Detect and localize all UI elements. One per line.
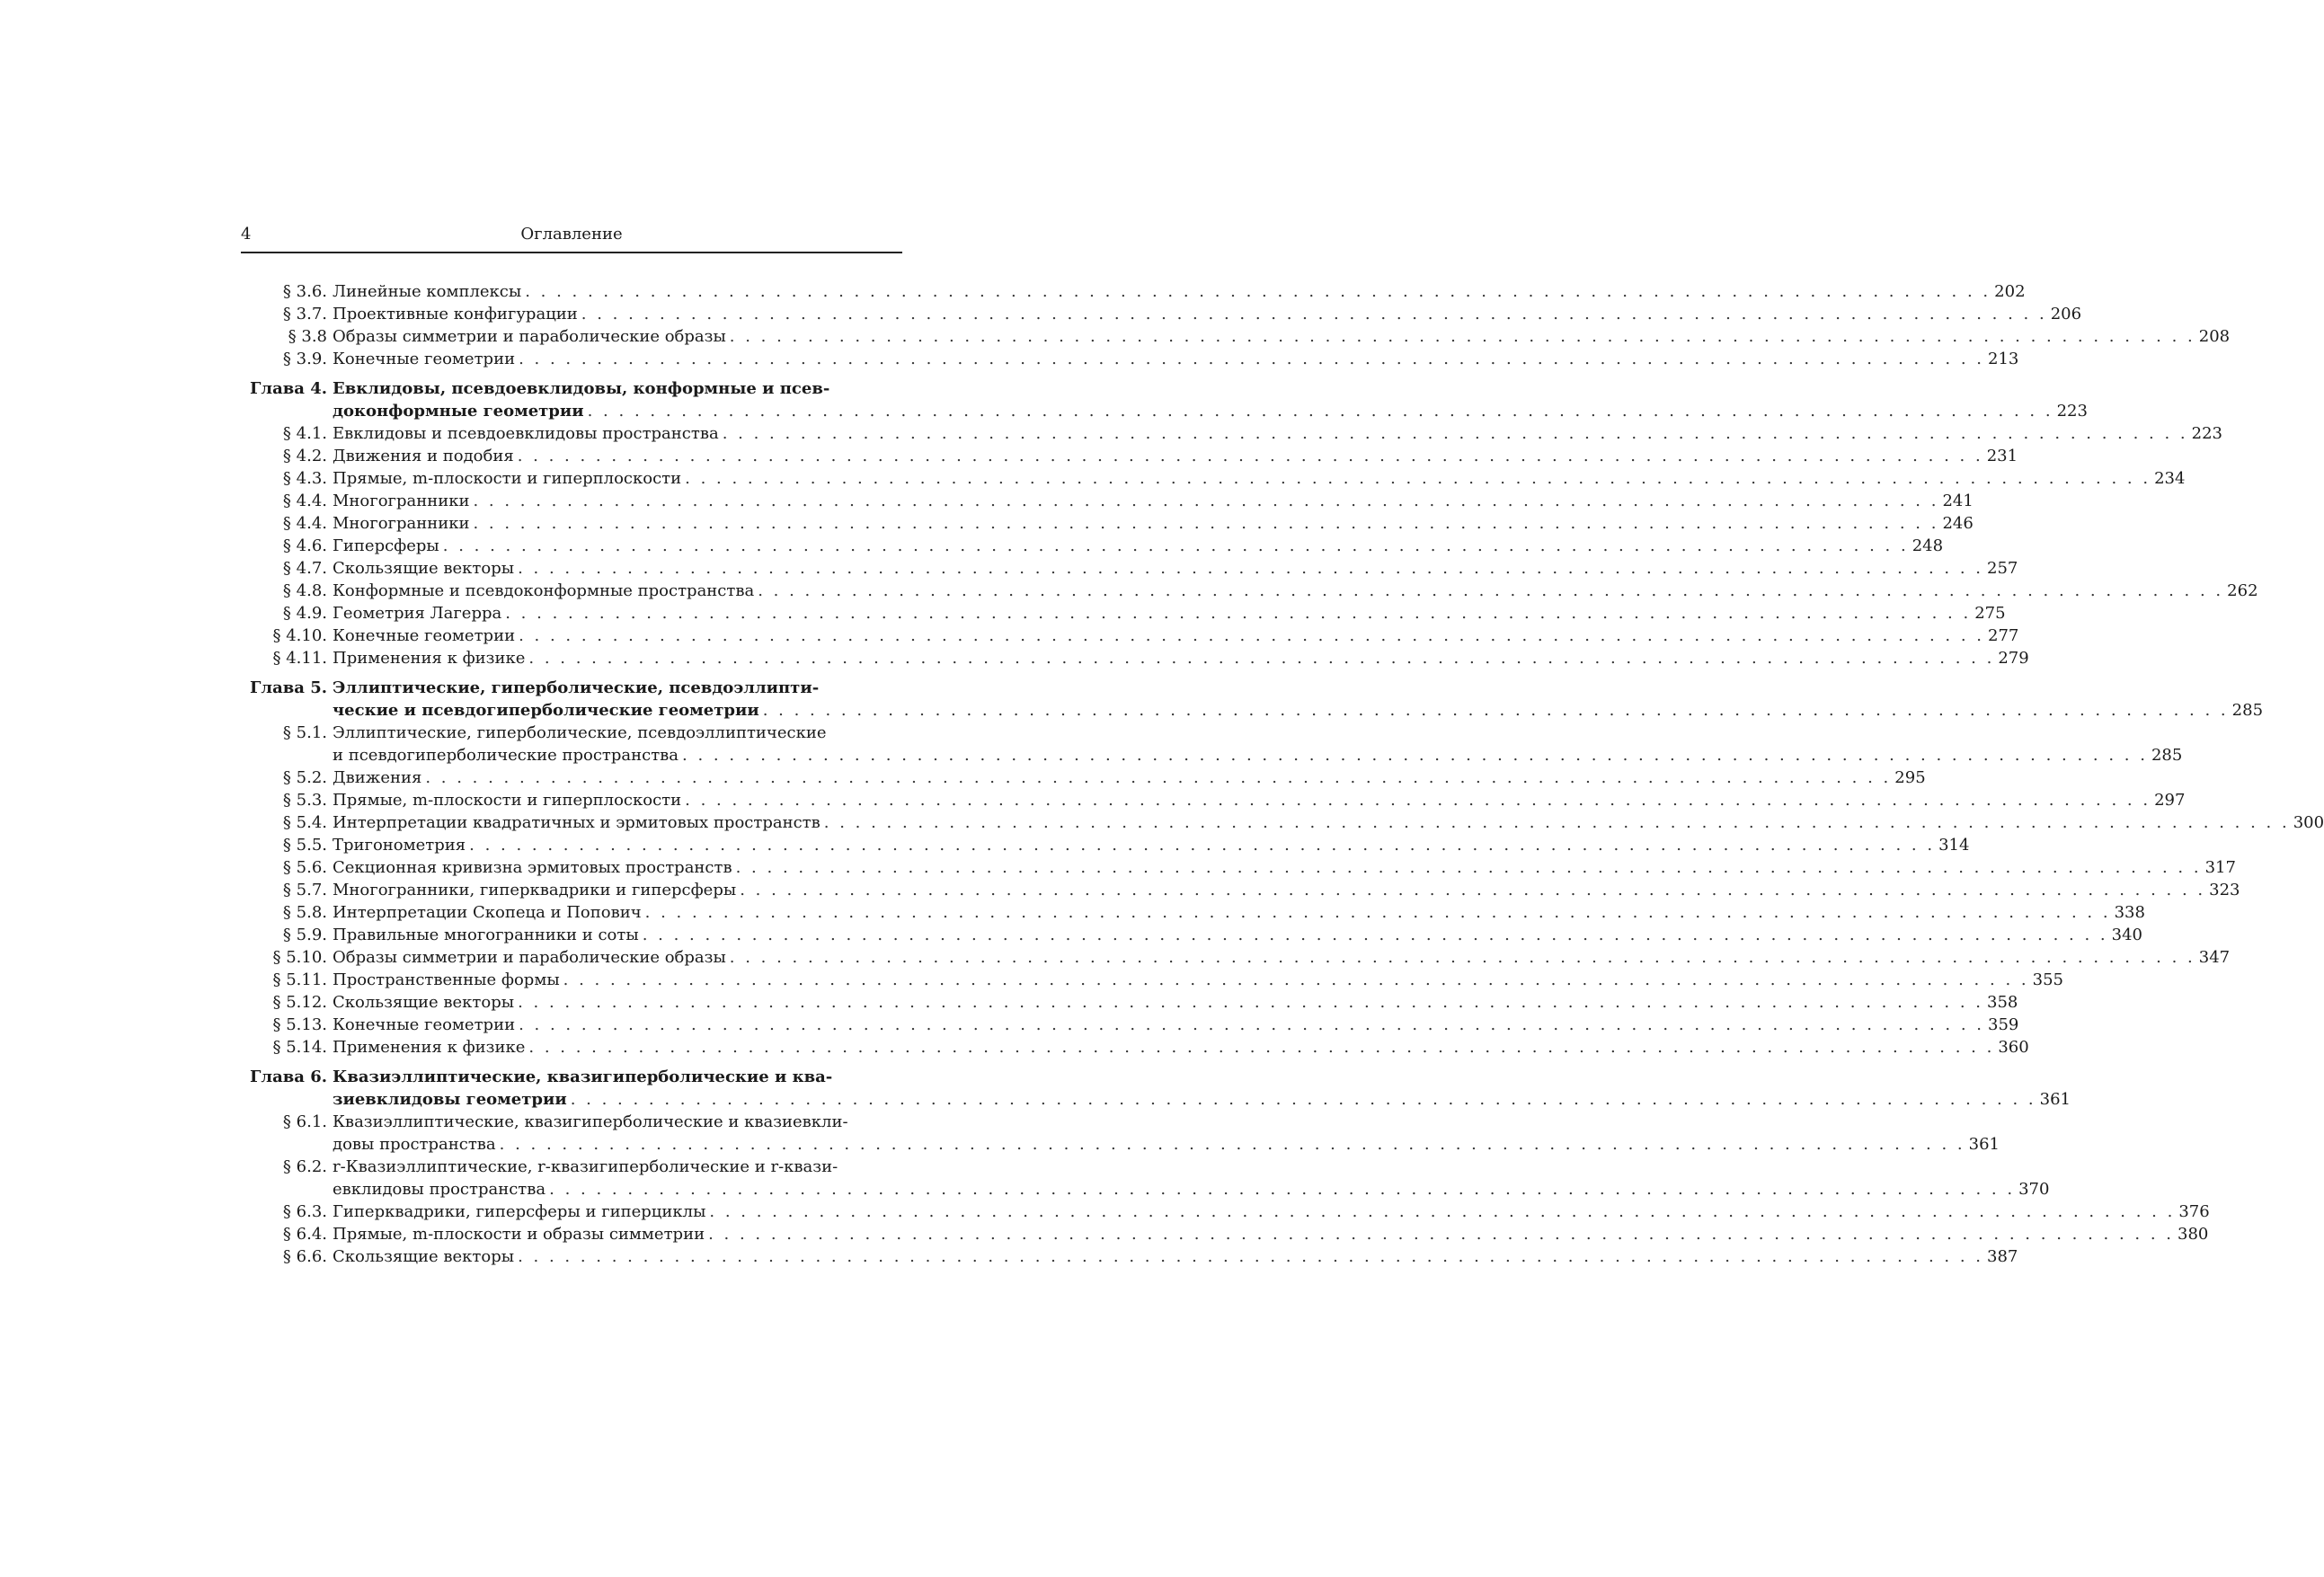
toc-entry[interactable]: § 5.8. Интерпретации Скопеца и Попович . . . 338 — [241, 901, 902, 924]
toc-entry[interactable]: § 4.4. Многогранники . . . 241 — [241, 490, 902, 512]
toc-entry[interactable]: § 3.7. Проективные конфигурации . . . 206 — [241, 303, 902, 325]
chapter-heading-cont[interactable]: зиевклидовы геометрии . . . 361 — [241, 1088, 902, 1111]
toc-entry[interactable]: § 4.1. Евклидовы и псевдоевклидовы пространства . . . 223 — [241, 422, 902, 445]
toc-entry[interactable]: § 5.4. Интерпретации квадратичных и эрмитовых пространств . . . 300 — [241, 811, 902, 834]
chapter-heading[interactable]: Глава 5. Эллиптические, гиперболические, псевдоэллипти- — [249, 678, 820, 697]
toc-entry[interactable]: § 4.4. Многогранники . . . 246 — [241, 512, 902, 535]
toc-entry[interactable]: § 3.8 Образы симметрии и параболические образы . . . 208 — [241, 325, 902, 348]
toc-entry[interactable]: § 5.13. Конечные геометрии . . . 359 — [241, 1014, 902, 1036]
page-number: 4 — [241, 225, 252, 244]
chapter-heading[interactable]: Глава 4. Евклидовы, псевдоевклидовы, конформные и псев- — [249, 379, 830, 398]
toc-entry[interactable]: § 3.6. Линейные комплексы . . . 202 — [241, 280, 902, 303]
toc-entry-cont[interactable]: и псевдогиперболические пространства . . . 285 — [241, 744, 902, 766]
chapter-3-sections — [241, 280, 2231, 370]
toc-entry[interactable]: § 5.5. Тригонометрия . . . 314 — [241, 834, 902, 856]
toc-entry[interactable]: § 5.6. Секционная кривизна эрмитовых пространств . . . 317 — [241, 856, 902, 879]
chapter-6 — [241, 1066, 2210, 1268]
toc-entry[interactable]: § 4.9. Геометрия Лагерра . . . 275 — [241, 602, 902, 625]
toc-entry[interactable]: § 6.1. Квазиэллиптические, квазигиперболические и квазиевкли- — [282, 1112, 848, 1131]
table-of-contents — [241, 280, 2324, 1268]
toc-entry[interactable]: § 5.10. Образы симметрии и параболические образы . . . 347 — [241, 946, 902, 969]
toc-entry[interactable]: § 5.12. Скользящие векторы . . . 358 — [241, 991, 902, 1014]
header-rule — [241, 252, 902, 253]
chapter-heading[interactable]: Глава 6. Квазиэллиптические, квазигиперболические и ква- — [249, 1068, 833, 1086]
chapter-heading-cont[interactable]: ческие и псевдогиперболические геометрии . . . 285 — [241, 699, 902, 722]
toc-entry[interactable]: § 4.8. Конформные и псевдоконформные пространства . . . 262 — [241, 580, 902, 602]
toc-entry[interactable]: § 5.2. Движения . . . 295 — [241, 766, 902, 789]
chapter-6-sections — [241, 1200, 2210, 1268]
toc-entry[interactable]: § 6.3. Гиперквадрики, гиперсферы и гиперциклы . . . 376 — [241, 1200, 902, 1223]
toc-entry[interactable]: § 4.11. Применения к физике . . . 279 — [241, 647, 902, 669]
toc-entry-cont[interactable]: довы пространства . . . 361 — [241, 1133, 902, 1156]
running-title: Оглавление — [520, 225, 623, 244]
toc-entry[interactable]: § 4.7. Скользящие векторы . . . 257 — [241, 557, 902, 580]
toc-entry[interactable]: § 4.10. Конечные геометрии . . . 277 — [241, 625, 902, 647]
chapter-4-sections — [241, 422, 2258, 669]
toc-entry[interactable]: § 5.3. Прямые, m-плоскости и гиперплоскости . . . 297 — [241, 789, 902, 811]
toc-entry[interactable]: § 6.4. Прямые, m-плоскости и образы симметрии . . . 380 — [241, 1223, 902, 1245]
chapter-heading-cont[interactable]: доконформные геометрии . . . 223 — [241, 400, 902, 422]
chapter-4 — [241, 377, 2258, 669]
toc-entry[interactable]: § 5.7. Многогранники, гиперквадрики и гиперсферы . . . 323 — [241, 879, 902, 901]
toc-entry-cont[interactable]: евклидовы пространства . . . 370 — [241, 1178, 902, 1200]
chapter-5-sections — [241, 766, 2324, 1059]
toc-entry[interactable]: § 3.9. Конечные геометрии . . . 213 — [241, 348, 902, 370]
toc-entry[interactable]: § 5.9. Правильные многогранники и соты . . . 340 — [241, 924, 902, 946]
toc-entry[interactable]: § 5.1. Эллиптические, гиперболические, псевдоэллиптические — [282, 723, 827, 742]
chapter-5 — [241, 677, 2324, 1059]
page — [241, 225, 2324, 1268]
toc-entry[interactable]: § 4.2. Движения и подобия . . . 231 — [241, 445, 902, 467]
running-head — [241, 225, 902, 248]
toc-entry[interactable]: § 4.6. Гиперсферы . . . 248 — [241, 535, 902, 557]
toc-entry[interactable]: § 6.2. r-Квазиэллиптические, r-квазигиперболические и r-квази- — [282, 1157, 838, 1176]
toc-entry[interactable]: § 5.14. Применения к физике . . . 360 — [241, 1036, 902, 1059]
toc-entry[interactable]: § 5.11. Пространственные формы . . . 355 — [241, 969, 902, 991]
toc-entry[interactable]: § 4.3. Прямые, m-плоскости и гиперплоскости . . . 234 — [241, 467, 902, 490]
toc-entry[interactable]: § 6.6. Скользящие векторы . . . 387 — [241, 1245, 902, 1268]
